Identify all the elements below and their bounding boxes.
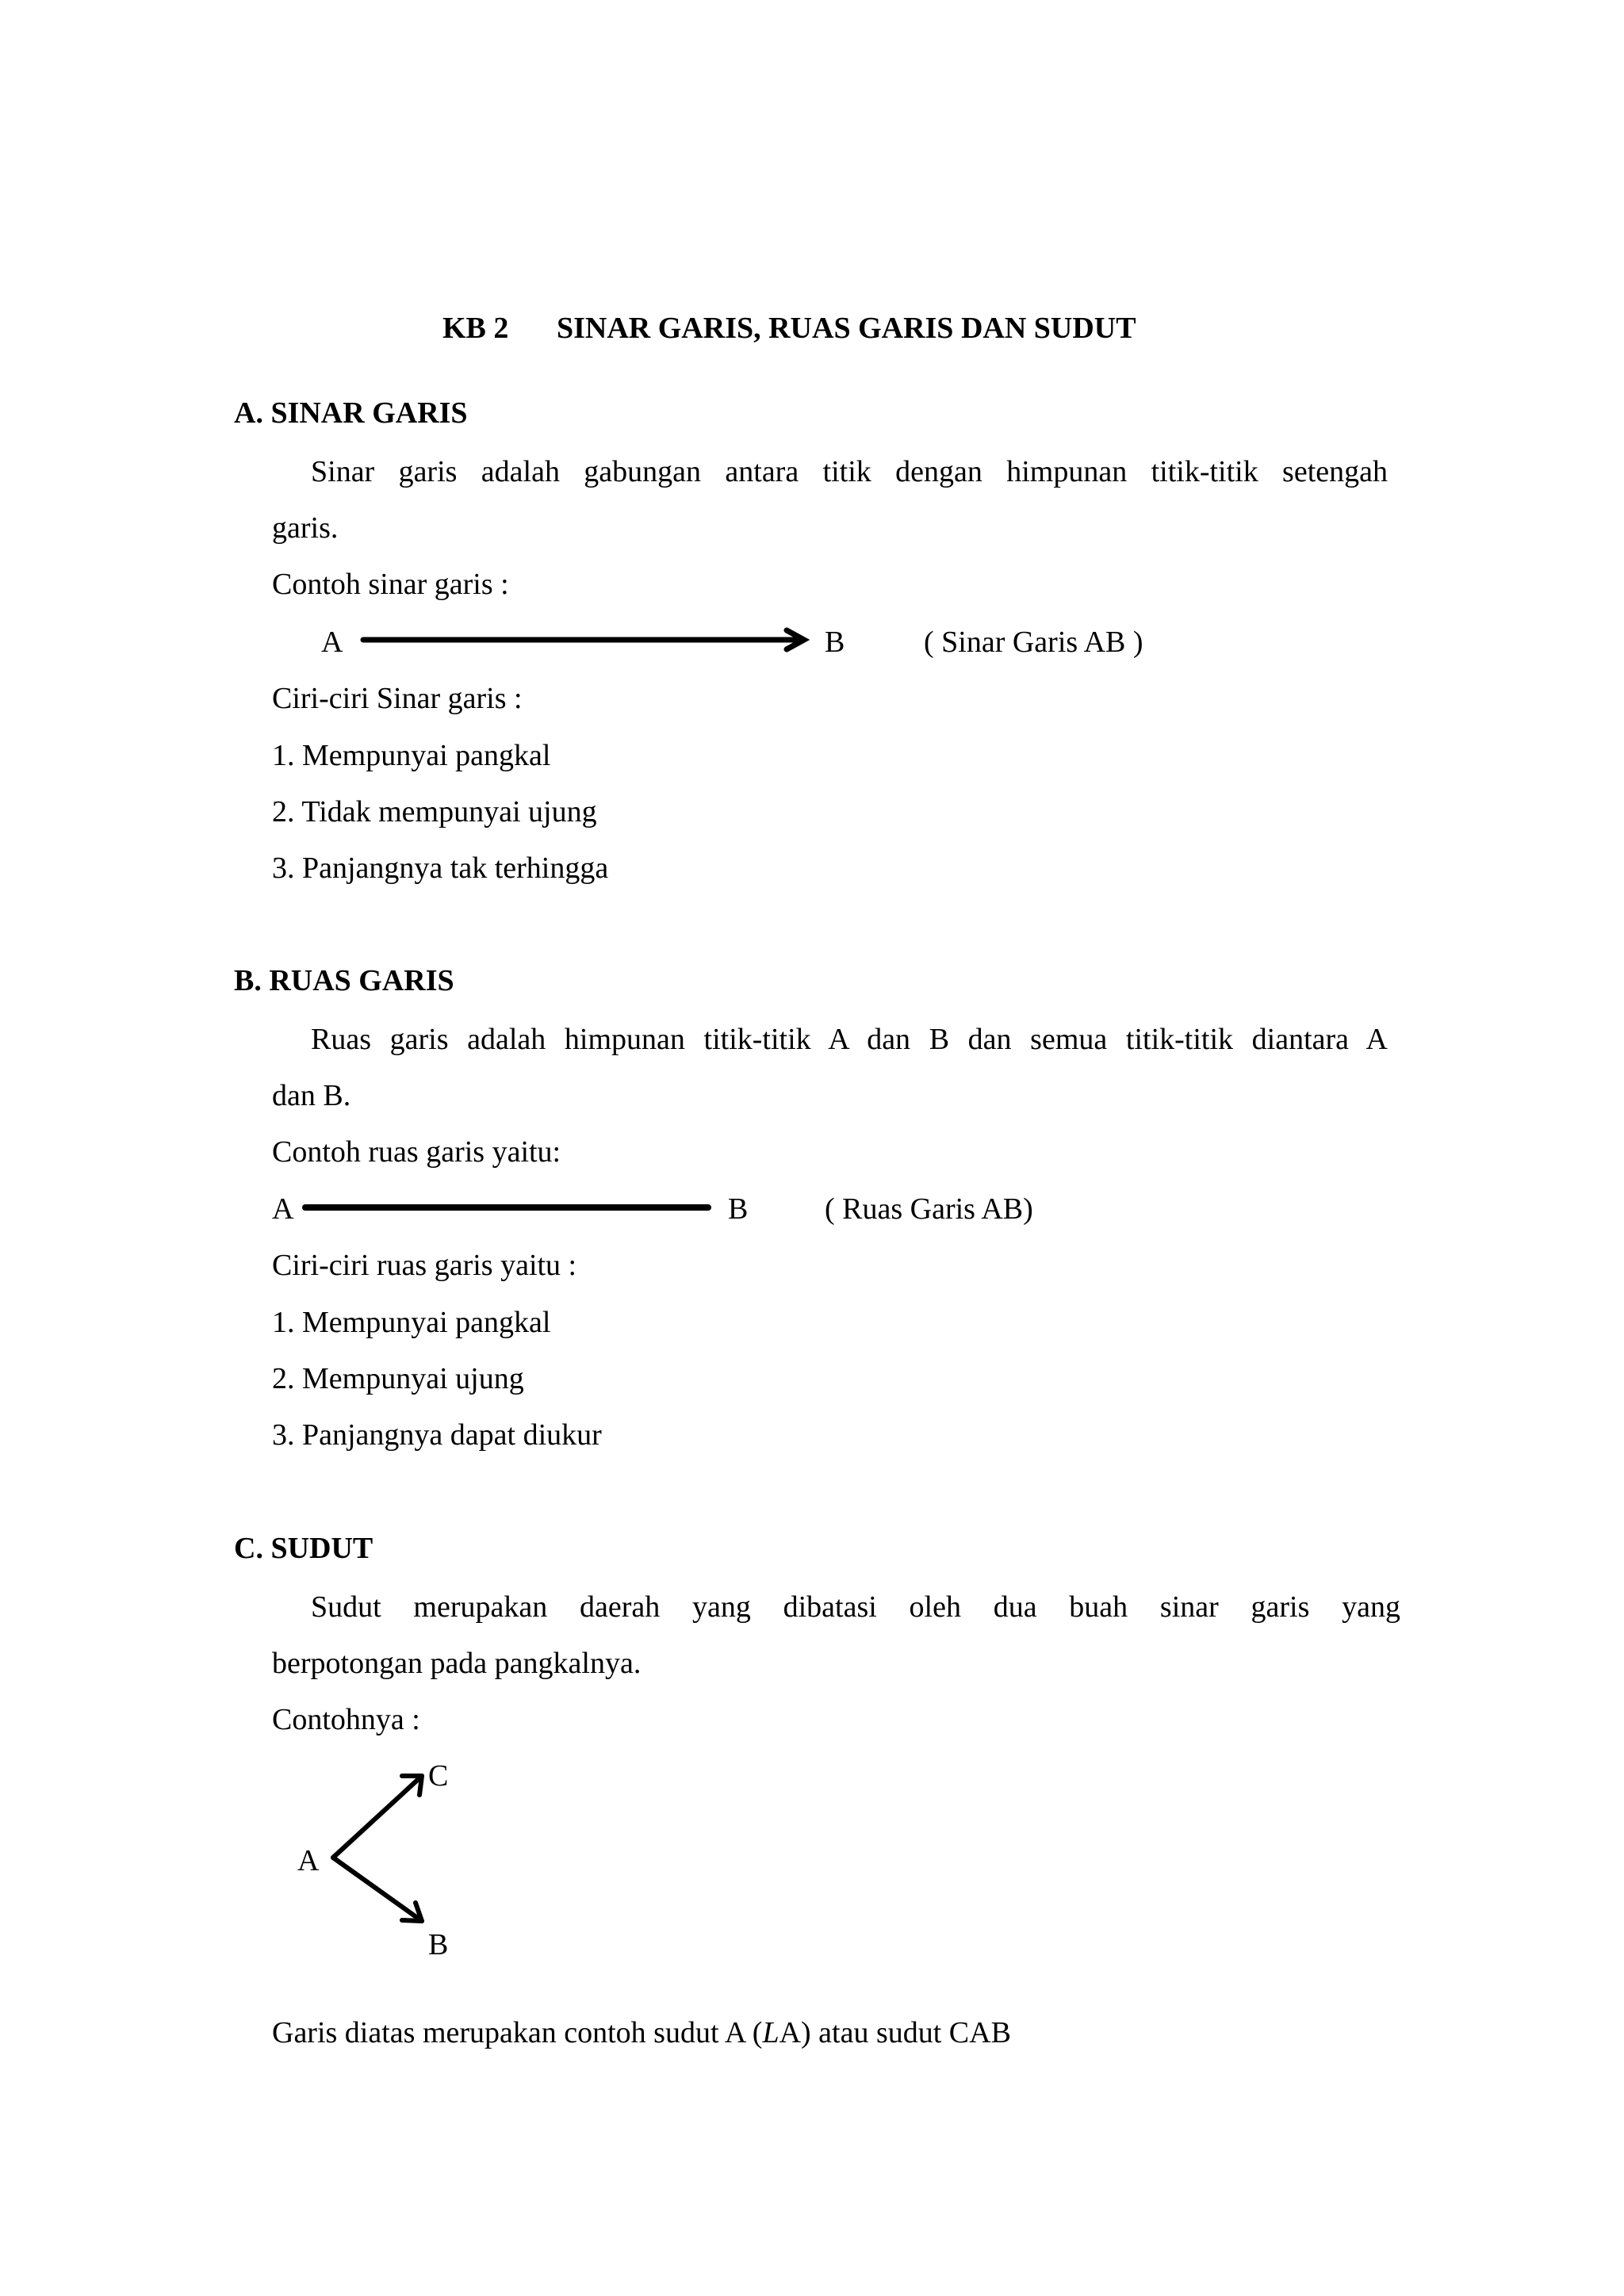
- sinar-garis-characteristic-item: 2. Tidak mempunyai ujung: [272, 795, 597, 828]
- ruas-garis-example-intro: Contoh ruas garis yaitu:: [272, 1135, 561, 1169]
- chapter-code: KB 2: [442, 312, 509, 345]
- ruas-garis-characteristic-item: 3. Panjangnya dapat diukur: [272, 1418, 602, 1452]
- angle-symbol: L: [762, 2016, 779, 2049]
- sinar-garis-point-b-label: B: [825, 626, 845, 659]
- angle-cab-diagram: [333, 1776, 422, 1921]
- sinar-garis-characteristic-item: 1. Mempunyai pangkal: [272, 739, 551, 772]
- sudut-definition-line2: berpotongan pada pangkalnya.: [272, 1647, 642, 1680]
- sinar-garis-characteristic-item: 3. Panjangnya tak terhingga: [272, 851, 609, 885]
- ray-ab: [333, 1858, 422, 1921]
- section-heading-sudut: C. SUDUT: [234, 1532, 373, 1565]
- closing-text-after: A) atau sudut CAB: [779, 2016, 1011, 2049]
- ruas-garis-definition-line2: dan B.: [272, 1079, 351, 1112]
- sinar-garis-example-caption: ( Sinar Garis AB ): [924, 626, 1143, 659]
- ruas-garis-characteristic-item: 2. Mempunyai ujung: [272, 1362, 524, 1395]
- section-heading-sinar-garis: A. SINAR GARIS: [234, 396, 468, 430]
- angle-point-c-label: C: [428, 1759, 449, 1793]
- ruas-garis-characteristics-intro: Ciri-ciri ruas garis yaitu :: [272, 1249, 577, 1282]
- sinar-garis-definition-line2: garis.: [272, 511, 339, 545]
- ruas-garis-definition-line1: Ruas garis adalah himpunan titik-titik A dan B dan semua titik-titik diantara A: [311, 1023, 1388, 1056]
- sinar-garis-definition-line1: Sinar garis adalah gabungan antara titik dengan himpunan titik-titik setengah: [311, 455, 1388, 488]
- ray-ab-arrow: [363, 630, 804, 649]
- angle-point-b-label: B: [428, 1928, 449, 1961]
- sinar-garis-characteristics-intro: Ciri-ciri Sinar garis :: [272, 682, 523, 715]
- sinar-garis-point-a-label: A: [321, 626, 343, 659]
- section-heading-ruas-garis: B. RUAS GARIS: [234, 964, 454, 997]
- ruas-garis-point-a-label: A: [272, 1192, 294, 1226]
- sinar-garis-example-intro: Contoh sinar garis :: [272, 568, 509, 601]
- closing-text-before: Garis diatas merupakan contoh sudut A (: [272, 2016, 763, 2049]
- ray-ac: [333, 1776, 422, 1858]
- angle-vertex-a-label: A: [297, 1844, 320, 1877]
- page-title: SINAR GARIS, RUAS GARIS DAN SUDUT: [557, 312, 1136, 345]
- sudut-definition-line1: Sudut merupakan daerah yang dibatasi oleh dua buah sinar garis yang: [311, 1590, 1400, 1624]
- ruas-garis-point-b-label: B: [728, 1192, 749, 1226]
- ruas-garis-characteristic-item: 1. Mempunyai pangkal: [272, 1306, 551, 1339]
- sudut-example-intro: Contohnya :: [272, 1703, 420, 1736]
- ruas-garis-example-caption: ( Ruas Garis AB): [825, 1192, 1033, 1226]
